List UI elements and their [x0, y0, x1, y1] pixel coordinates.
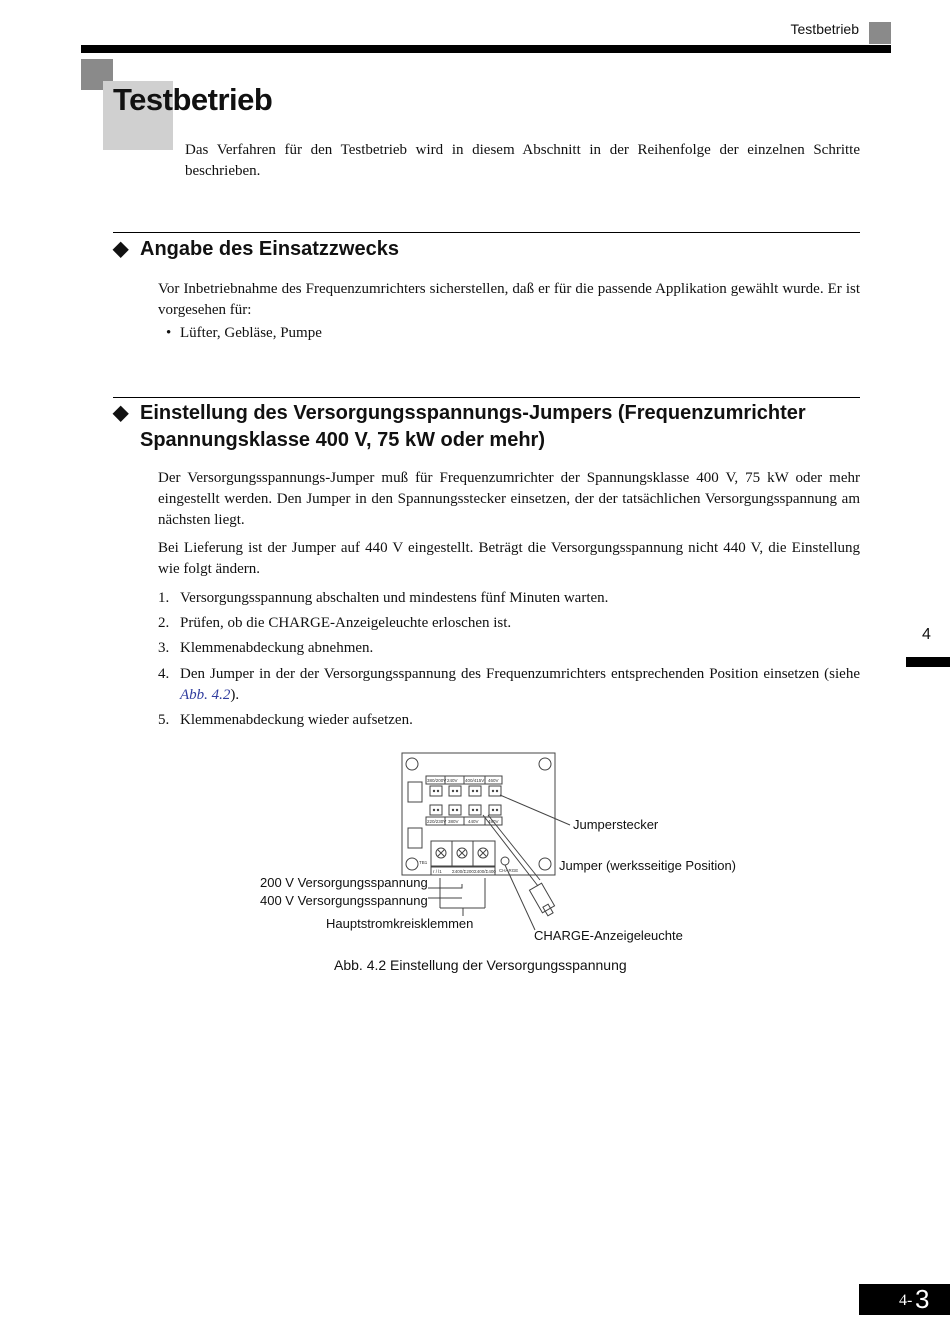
label-charge-lamp: CHARGE-Anzeigeleuchte	[534, 928, 683, 943]
section2-para2: Bei Lieferung ist der Jumper auf 440 V eingestellt. Beträgt die Versorgungsspannung nicht 440 V, die Einstellung wie folgt ändern.	[158, 540, 860, 577]
terminal-screw	[478, 848, 488, 858]
figure-reference-link[interactable]: Abb. 4.2	[180, 687, 231, 703]
charge-small-label: CHARGE	[499, 868, 519, 873]
board-top-label-2: 400/415V	[465, 778, 485, 783]
terminal-screw	[436, 848, 446, 858]
section2-title	[140, 400, 806, 454]
step-number: 5.	[158, 712, 170, 728]
step-item	[158, 613, 860, 634]
label-main-terminals: Hauptstromkreisklemmen	[326, 916, 474, 931]
mounting-hole	[406, 758, 418, 770]
chapter-tab-bar	[906, 657, 950, 667]
jumper-connector	[430, 786, 442, 796]
bullet-dot-icon: •	[166, 325, 172, 341]
diamond-bullet-icon: ◆	[113, 402, 129, 424]
header-rule	[81, 45, 891, 53]
step-item	[158, 588, 860, 609]
section1-title: Angabe des Einsatzzwecks	[140, 238, 399, 260]
section2-heading	[113, 400, 860, 454]
jumper-connector	[430, 805, 442, 815]
jumper-connector	[489, 805, 501, 815]
board-bottom-label-0: 220/230V	[427, 819, 447, 824]
jumper-connector	[449, 786, 461, 796]
chapter-tab-number: 4	[922, 626, 931, 643]
page-number-chapter: 4-	[899, 1292, 913, 1309]
board-top-label-3: 460V	[488, 778, 499, 783]
bullet-text: Lüfter, Gebläse, Pumpe	[180, 325, 322, 341]
step-item	[158, 664, 860, 706]
terminal-label-0: r / l1	[433, 869, 442, 874]
label-400v-supply: 400 V Versorgungsspannung	[260, 893, 428, 908]
intro-paragraph: Das Verfahren für den Testbetrieb wird in diesem Abschnitt in der Reihenfolge der einzelnen Schritte beschrieben.	[185, 142, 860, 179]
leader-charge	[505, 865, 535, 930]
terminal-label-2: Σ400/Σ400	[474, 869, 496, 874]
step-item	[158, 710, 860, 731]
page-title: Testbetrieb	[113, 82, 273, 117]
jumper-connector	[469, 786, 481, 796]
step-text	[180, 664, 860, 706]
bottom-label-strip	[426, 817, 502, 825]
fuse-component	[408, 782, 422, 802]
label-jumperstecker: Jumperstecker	[573, 817, 659, 832]
terminal-screw	[457, 848, 467, 858]
terminal-label-strip	[431, 867, 495, 875]
mounting-hole	[406, 858, 418, 870]
section1-heading	[113, 236, 860, 263]
section2-rule	[113, 397, 860, 398]
board-bottom-label-3: 480V	[488, 819, 499, 824]
section1-text: Vor Inbetriebnahme des Frequenzumrichters sicherstellen, daß er für die passende Applikation gewählt wurde. Er ist vorgesehen für:	[158, 281, 860, 318]
board-top-label-1: 240V	[447, 778, 458, 783]
tb-label: TB1	[419, 860, 428, 865]
section2-title-line1: Einstellung des Versorgungsspannungs-Jumpers (Frequenzumrichter	[140, 402, 806, 424]
step-text: Versorgungsspannung abschalten und mindestens fünf Minuten warten.	[180, 590, 609, 606]
leader-jumperstecker	[500, 795, 570, 825]
bullet-item	[166, 325, 322, 342]
terminal-block	[431, 841, 495, 866]
page-number: 3	[915, 1284, 930, 1314]
step-text: Klemmenabdeckung wieder aufsetzen.	[180, 712, 413, 728]
mounting-hole	[539, 758, 551, 770]
mounting-hole	[539, 858, 551, 870]
jumper-connector	[489, 786, 501, 796]
step-number: 1.	[158, 590, 170, 606]
step-text-after: ).	[230, 687, 240, 703]
section1-rule	[113, 232, 860, 233]
section2-para1: Der Versorgungsspannungs-Jumper muß für Frequenzumrichter der Spannungsklasse 400 V, 75 kW oder mehr eingestellt werden. Den Jumper in den Spannungsstecker einsetzen, der der tatsächlichen Versorgungsspannung am nächsten liegt.	[158, 470, 860, 528]
jumper-connector	[469, 805, 481, 815]
jumper-connector	[449, 805, 461, 815]
label-200v-supply: 200 V Versorgungsspannung	[260, 875, 428, 890]
section2-title-line2: Spannungsklasse 400 V, 75 kW oder mehr)	[140, 429, 545, 451]
board-top-label-0: 380/200V	[427, 778, 447, 783]
step-number: 3.	[158, 640, 170, 656]
page-number-box	[859, 1284, 950, 1315]
terminal-label-1: Σ400/Σ200	[452, 869, 474, 874]
step-text: Prüfen, ob die CHARGE-Anzeigeleuchte erloschen ist.	[180, 615, 512, 631]
step-text-before: Den Jumper in der der Versorgungsspannung des Frequenzumrichters entsprechenden Position einsetzen (siehe	[180, 666, 860, 682]
top-label-strip	[426, 776, 502, 784]
jumper-plug	[529, 883, 554, 913]
charge-lamp	[501, 857, 509, 865]
step-number: 4.	[158, 666, 170, 682]
board-bottom-label-1: 380V	[448, 819, 459, 824]
step-item	[158, 638, 860, 659]
leader-jumper-position	[483, 815, 538, 886]
running-header: Testbetrieb	[790, 21, 859, 37]
header-square-marker	[869, 22, 891, 44]
diamond-bullet-icon: ◆	[113, 238, 129, 260]
figure-caption: Abb. 4.2 Einstellung der Versorgungsspannung	[334, 957, 627, 973]
step-number: 2.	[158, 615, 170, 631]
fuse-component	[408, 828, 422, 848]
board-bottom-label-2: 440V	[468, 819, 479, 824]
board-outline	[402, 753, 555, 875]
step-text: Klemmenabdeckung abnehmen.	[180, 640, 374, 656]
label-jumper-position: Jumper (werksseitige Position)	[559, 858, 737, 873]
